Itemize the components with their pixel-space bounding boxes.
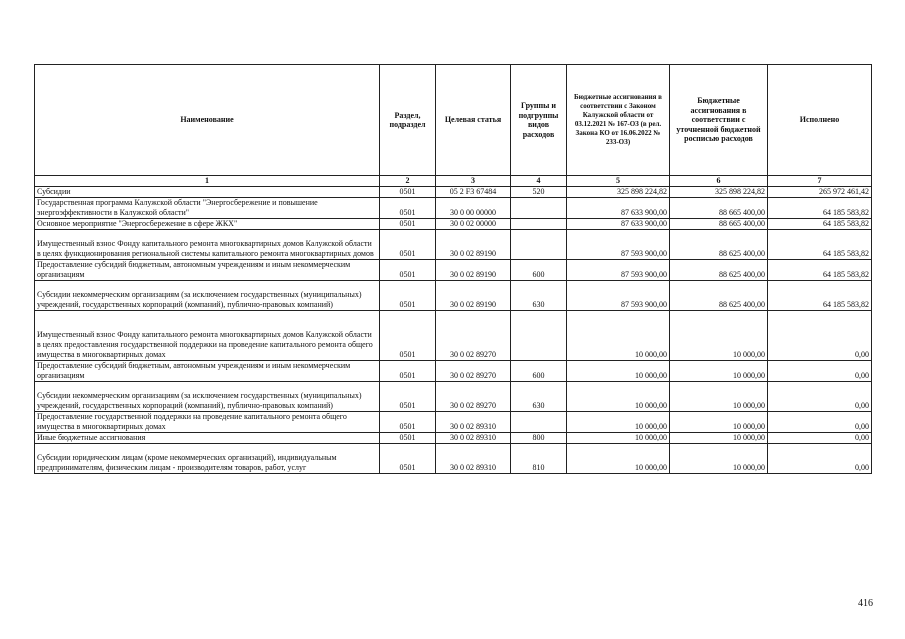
row-target: 30 0 02 89190	[436, 260, 511, 281]
row-group	[511, 412, 567, 433]
row-law-amount: 87 593 900,00	[567, 260, 670, 281]
row-law-amount: 87 593 900,00	[567, 230, 670, 260]
row-law-amount: 10 000,00	[567, 433, 670, 444]
row-target: 30 0 02 00000	[436, 219, 511, 230]
row-law-amount: 10 000,00	[567, 311, 670, 361]
row-group: 800	[511, 433, 567, 444]
row-law-amount: 87 633 900,00	[567, 219, 670, 230]
row-group: 600	[511, 361, 567, 382]
row-name: Имущественный взнос Фонду капитального ремонта многоквартирных домов Калужской области в целях функционирования региональной системы капитального ремонта многоквартирных домов	[35, 230, 380, 260]
row-group	[511, 219, 567, 230]
table-row	[35, 361, 872, 382]
header-section: Раздел, подраздел	[380, 65, 436, 176]
row-refined-amount: 325 898 224,82	[670, 187, 768, 198]
row-group	[511, 230, 567, 260]
column-number: 7	[768, 176, 872, 187]
row-group: 810	[511, 444, 567, 474]
row-target: 30 0 02 89270	[436, 382, 511, 412]
row-executed-amount: 0,00	[768, 412, 872, 433]
row-refined-amount: 88 625 400,00	[670, 230, 768, 260]
row-law-amount: 10 000,00	[567, 412, 670, 433]
row-law-amount: 10 000,00	[567, 361, 670, 382]
table-row	[35, 382, 872, 412]
row-executed-amount: 0,00	[768, 311, 872, 361]
table-row	[35, 444, 872, 474]
row-target: 30 0 02 89190	[436, 230, 511, 260]
row-law-amount: 10 000,00	[567, 382, 670, 412]
row-name: Субсидии	[35, 187, 380, 198]
row-section: 0501	[380, 382, 436, 412]
row-group: 520	[511, 187, 567, 198]
header-executed: Исполнено	[768, 65, 872, 176]
row-group	[511, 311, 567, 361]
row-refined-amount: 10 000,00	[670, 311, 768, 361]
row-refined-amount: 88 665 400,00	[670, 198, 768, 219]
row-executed-amount: 64 185 583,82	[768, 260, 872, 281]
row-section: 0501	[380, 311, 436, 361]
row-executed-amount: 64 185 583,82	[768, 219, 872, 230]
row-executed-amount: 64 185 583,82	[768, 230, 872, 260]
row-name: Субсидии некоммерческим организациям (за исключением государственных (муниципальных) учреждений, государственных корпораций (компаний), публично-правовых компаний)	[35, 382, 380, 412]
row-law-amount: 325 898 224,82	[567, 187, 670, 198]
row-executed-amount: 0,00	[768, 361, 872, 382]
row-refined-amount: 10 000,00	[670, 382, 768, 412]
column-number: 5	[567, 176, 670, 187]
row-name: Иные бюджетные ассигнования	[35, 433, 380, 444]
header-target: Целевая статья	[436, 65, 511, 176]
row-refined-amount: 10 000,00	[670, 361, 768, 382]
row-section: 0501	[380, 361, 436, 382]
column-number: 6	[670, 176, 768, 187]
header-groups: Группы и подгруппы видов расходов	[511, 65, 567, 176]
row-group: 630	[511, 382, 567, 412]
table-row	[35, 311, 872, 361]
row-name: Субсидии некоммерческим организациям (за исключением государственных (муниципальных) учреждений, государственных корпораций (компаний), публично-правовых компаний)	[35, 281, 380, 311]
row-section: 0501	[380, 444, 436, 474]
column-number: 3	[436, 176, 511, 187]
row-name: Предоставление государственной поддержки на проведение капитального ремонта общего имущества в многоквартирных домах	[35, 412, 380, 433]
table-body	[35, 187, 872, 474]
row-executed-amount: 64 185 583,82	[768, 281, 872, 311]
header-name: Наименование	[35, 65, 380, 176]
column-number: 1	[35, 176, 380, 187]
row-name: Основное мероприятие "Энергосбережение в сфере ЖКХ"	[35, 219, 380, 230]
row-target: 05 2 F3 67484	[436, 187, 511, 198]
row-group: 630	[511, 281, 567, 311]
budget-table	[34, 64, 872, 474]
table-row	[35, 187, 872, 198]
table-row	[35, 260, 872, 281]
row-executed-amount: 265 972 461,42	[768, 187, 872, 198]
row-section: 0501	[380, 412, 436, 433]
table-row	[35, 433, 872, 444]
row-executed-amount: 0,00	[768, 382, 872, 412]
column-number-row	[35, 176, 872, 187]
header-law: Бюджетные ассигнования в соответствии с Законом Калужской области от 03.12.2021 № 167-ОЗ (в рел. Закона КО от 16.06.2022 № 233-ОЗ)	[567, 65, 670, 176]
row-target: 30 0 02 89310	[436, 444, 511, 474]
row-refined-amount: 88 625 400,00	[670, 281, 768, 311]
row-group	[511, 198, 567, 219]
row-target: 30 0 02 89270	[436, 361, 511, 382]
table-row	[35, 230, 872, 260]
row-name: Имущественный взнос Фонду капитального ремонта многоквартирных домов Калужской области в целях предоставления государственной поддержки на проведение капитального ремонта общего имущества в многоквартирных домах	[35, 311, 380, 361]
row-section: 0501	[380, 433, 436, 444]
header-row	[35, 65, 872, 176]
row-refined-amount: 10 000,00	[670, 433, 768, 444]
row-name: Предоставление субсидий бюджетным, автономным учреждениям и иным некоммерческим организациям	[35, 260, 380, 281]
row-section: 0501	[380, 187, 436, 198]
row-refined-amount: 88 665 400,00	[670, 219, 768, 230]
row-executed-amount: 64 185 583,82	[768, 198, 872, 219]
row-refined-amount: 10 000,00	[670, 444, 768, 474]
row-target: 30 0 02 89270	[436, 311, 511, 361]
row-target: 30 0 02 89190	[436, 281, 511, 311]
column-number: 2	[380, 176, 436, 187]
row-law-amount: 87 633 900,00	[567, 198, 670, 219]
row-section: 0501	[380, 281, 436, 311]
row-section: 0501	[380, 230, 436, 260]
row-name: Государственная программа Калужской области "Энергосбережение и повышение энергоэффективности в Калужской области"	[35, 198, 380, 219]
row-section: 0501	[380, 219, 436, 230]
header-refined: Бюджетные ассигнования в соответствии с уточненной бюджетной росписью расходов	[670, 65, 768, 176]
row-section: 0501	[380, 260, 436, 281]
row-name: Предоставление субсидий бюджетным, автономным учреждениям и иным некоммерческим организациям	[35, 361, 380, 382]
row-law-amount: 87 593 900,00	[567, 281, 670, 311]
page-number: 416	[858, 598, 873, 609]
column-number: 4	[511, 176, 567, 187]
row-name: Субсидии юридическим лицам (кроме некоммерческих организаций), индивидуальным предпринимателям, физическим лицам - производителям товаров, работ, услуг	[35, 444, 380, 474]
row-section: 0501	[380, 198, 436, 219]
table-row	[35, 412, 872, 433]
table-row	[35, 281, 872, 311]
row-executed-amount: 0,00	[768, 433, 872, 444]
row-group: 600	[511, 260, 567, 281]
row-refined-amount: 88 625 400,00	[670, 260, 768, 281]
table-row	[35, 219, 872, 230]
row-target: 30 0 00 00000	[436, 198, 511, 219]
row-target: 30 0 02 89310	[436, 412, 511, 433]
row-refined-amount: 10 000,00	[670, 412, 768, 433]
row-executed-amount: 0,00	[768, 444, 872, 474]
row-law-amount: 10 000,00	[567, 444, 670, 474]
row-target: 30 0 02 89310	[436, 433, 511, 444]
table-row	[35, 198, 872, 219]
